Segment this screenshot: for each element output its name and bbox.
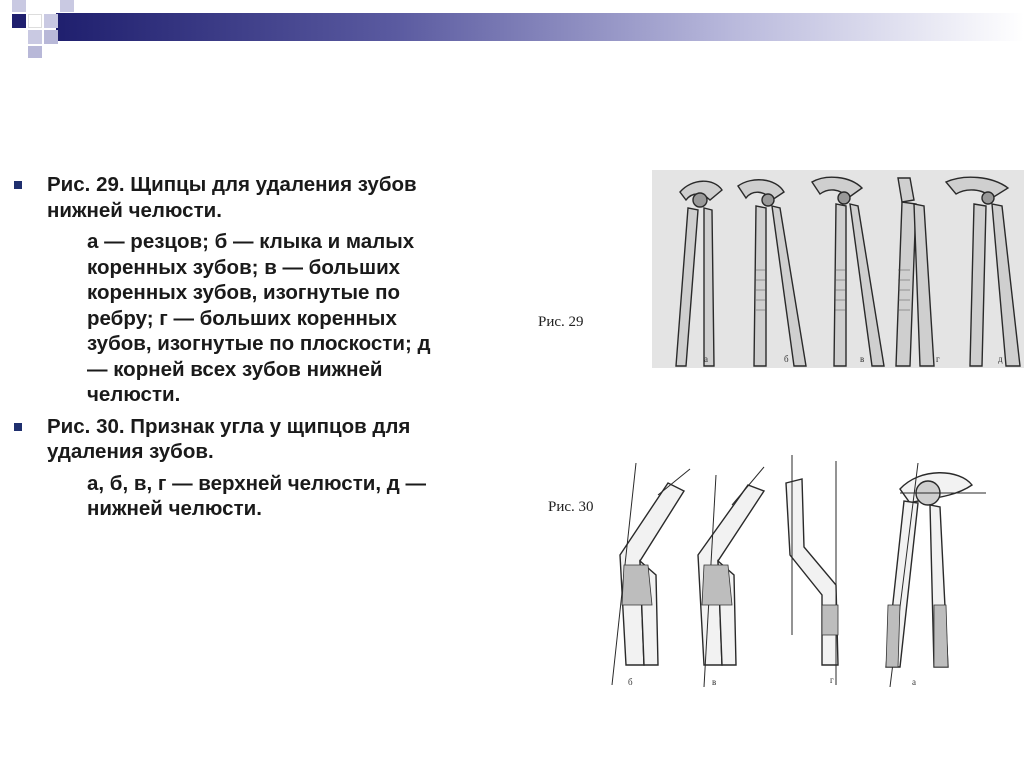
figure-letter: б	[628, 677, 633, 687]
item-heading: Рис. 30. Признак угла у щипцов для удаления зубов.	[47, 414, 411, 463]
deco-square	[28, 14, 42, 28]
deco-square	[44, 14, 58, 28]
figure-29-image	[652, 170, 1024, 368]
figure-letter: а	[912, 677, 916, 687]
list-item	[14, 414, 434, 522]
figure-letter: в	[712, 677, 717, 687]
deco-square	[60, 0, 74, 12]
figure-letter: г	[936, 354, 940, 364]
slide-body	[14, 172, 434, 522]
figure-29-label: Рис. 29	[538, 314, 584, 330]
figure-letter: а	[704, 354, 708, 364]
deco-square	[44, 30, 58, 44]
deco-square	[12, 0, 26, 12]
item-heading: Рис. 29. Щипцы для удаления зубов нижней челюсти.	[47, 173, 417, 222]
figure-letter: в	[860, 354, 865, 364]
figure-letter: д	[998, 354, 1003, 364]
figure-30-image	[600, 455, 1000, 700]
figure-letter: г	[830, 675, 834, 685]
bullet	[14, 181, 22, 189]
deco-square	[28, 46, 42, 58]
item-detail: а — резцов; б — клыка и малых коренных зубов; в — больших коренных зубов, изогнутые по ребру; г — больших коренных зубов, изогнутые по плоскости; д — корней всех зубов нижней челюсти.	[87, 230, 431, 406]
deco-square	[12, 14, 26, 28]
figure-30-letters	[628, 675, 916, 687]
deco-square	[28, 30, 42, 44]
header-decoration	[0, 0, 1024, 60]
item-detail: а, б, в, г — верхней челюсти, д — нижней челюсти.	[87, 471, 426, 520]
header-gradient-bar	[56, 13, 1024, 41]
figure-30-label: Рис. 30	[548, 499, 594, 515]
list-item	[14, 172, 434, 408]
figure-letter: б	[784, 354, 789, 364]
bullet	[14, 423, 22, 431]
